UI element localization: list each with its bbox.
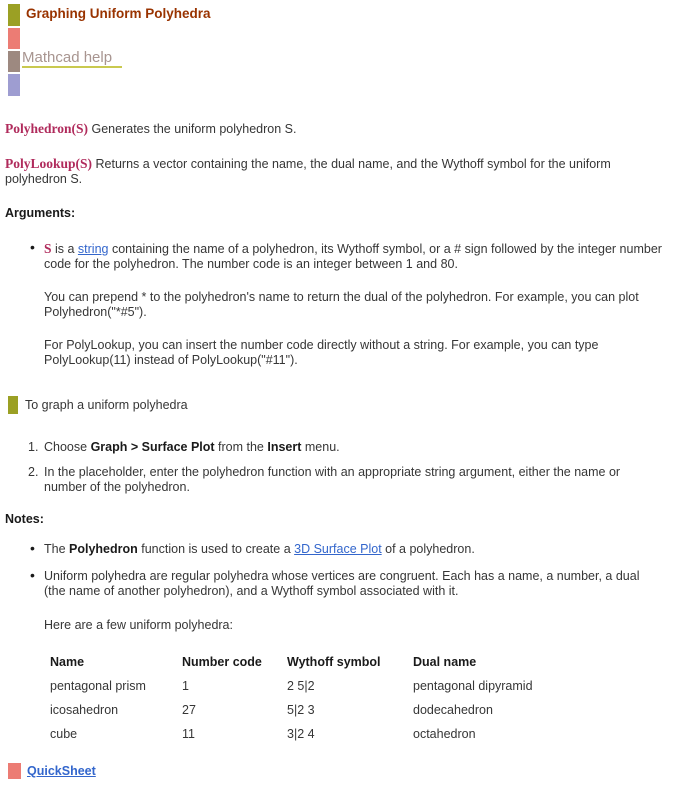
polyhedron-function-description	[5, 121, 664, 137]
step-1-text-2: from the	[214, 440, 268, 454]
cell-wythoff-symbol: 5|2 3	[287, 703, 315, 717]
quicksheet-link[interactable]: QuickSheet	[27, 763, 96, 778]
quicksheet-footer	[8, 763, 680, 779]
step-1-bold-menu-path: Graph > Surface Plot	[90, 440, 215, 454]
table-row	[50, 722, 593, 746]
mathcad-help-link[interactable]: Mathcad help	[22, 50, 122, 68]
note-1-text-2: function is used to create a	[137, 542, 295, 556]
cell-number-code: 1	[182, 679, 189, 693]
table-row	[50, 698, 593, 722]
salmon-square-icon	[8, 28, 20, 49]
polyhedra-table	[50, 650, 593, 746]
table-header-row	[50, 650, 593, 674]
arguments-heading: Arguments:	[5, 206, 76, 220]
cell-name: cube	[50, 727, 78, 741]
page-header	[0, 0, 680, 121]
cell-number-code: 11	[182, 727, 195, 741]
column-header-number-code: Number code	[182, 655, 262, 669]
argument-s-bullet	[0, 241, 664, 272]
step-1-text-3: menu.	[301, 440, 340, 454]
step-1-bold-insert: Insert	[267, 440, 302, 454]
prepend-note-paragraph: You can prepend * to the polyhedron's name to return the dual of the polyhedron. For example, you can plot Polyhedron("*#5").	[44, 290, 639, 319]
argument-s-symbol: S	[44, 241, 52, 256]
polylookup-description-text: Returns a vector containing the name, the dual name, and the Wythoff symbol for the uniform polyhedron S.	[5, 157, 611, 186]
table-intro-text: Here are a few uniform polyhedra:	[44, 618, 233, 632]
step-2-number: 2.	[28, 465, 39, 479]
note-1-text-3: of a polyhedron.	[381, 542, 475, 556]
cell-dual-name: octahedron	[413, 727, 476, 741]
olive-square-icon	[8, 4, 20, 26]
column-header-name: Name	[50, 655, 85, 669]
taupe-square-icon	[8, 51, 20, 72]
polylookup-note-paragraph: For PolyLookup, you can insert the number code directly without a string. For example, you can type PolyLookup(11) instead of PolyLookup("#11").	[44, 338, 599, 367]
cell-number-code: 27	[182, 703, 196, 717]
polylookup-function-description	[5, 156, 664, 187]
olive-square-icon	[8, 396, 18, 414]
cell-name: icosahedron	[50, 703, 119, 717]
string-link[interactable]: string	[77, 242, 109, 256]
cell-wythoff-symbol: 2 5|2	[287, 679, 315, 693]
notes-heading: Notes:	[5, 512, 44, 526]
cell-wythoff-symbol: 3|2 4	[287, 727, 315, 741]
task-heading-row	[8, 396, 680, 414]
salmon-square-icon	[8, 763, 21, 779]
cell-dual-name: dodecahedron	[413, 703, 493, 717]
step-2-text: In the placeholder, enter the polyhedron function with an appropriate string argument, either the name or number of the polyhedron.	[44, 465, 621, 494]
surface-plot-link[interactable]: 3D Surface Plot	[294, 542, 382, 556]
note-1-bullet	[0, 542, 664, 557]
note-1-text-1: The	[44, 542, 70, 556]
lavender-square-icon	[8, 74, 20, 96]
argument-text-1: is a	[51, 242, 78, 256]
polyhedron-function-name: Polyhedron(S)	[5, 121, 89, 136]
table-row	[50, 674, 593, 698]
note-1-bold-polyhedron: Polyhedron	[69, 542, 138, 556]
step-1-number: 1.	[28, 440, 39, 454]
polyhedron-description-text: Generates the uniform polyhedron S.	[91, 122, 297, 136]
column-header-dual-name: Dual name	[413, 655, 477, 669]
step-1-text-1: Choose	[44, 440, 91, 454]
page-title: Graphing Uniform Polyhedra	[26, 6, 211, 21]
column-header-wythoff-symbol: Wythoff symbol	[287, 655, 381, 669]
step-1	[0, 440, 664, 455]
color-square-strip	[8, 4, 20, 98]
polylookup-function-name: PolyLookup(S)	[5, 156, 93, 171]
cell-name: pentagonal prism	[50, 679, 146, 693]
task-heading-text: To graph a uniform polyhedra	[25, 397, 188, 412]
step-2	[0, 465, 664, 495]
cell-dual-name: pentagonal dipyramid	[413, 679, 533, 693]
note-2-bullet: • Uniform polyhedra are regular polyhedra whose vertices are congruent. Each has a name, a number, a dual (the name of another polyhedron), and a Wythoff symbol associated with it.	[0, 569, 664, 599]
argument-text-2: containing the name of a polyhedron, its Wythoff symbol, or a # sign followed by the integer number code for the polyhedron. The number code is an integer between 1 and 80.	[44, 242, 662, 271]
